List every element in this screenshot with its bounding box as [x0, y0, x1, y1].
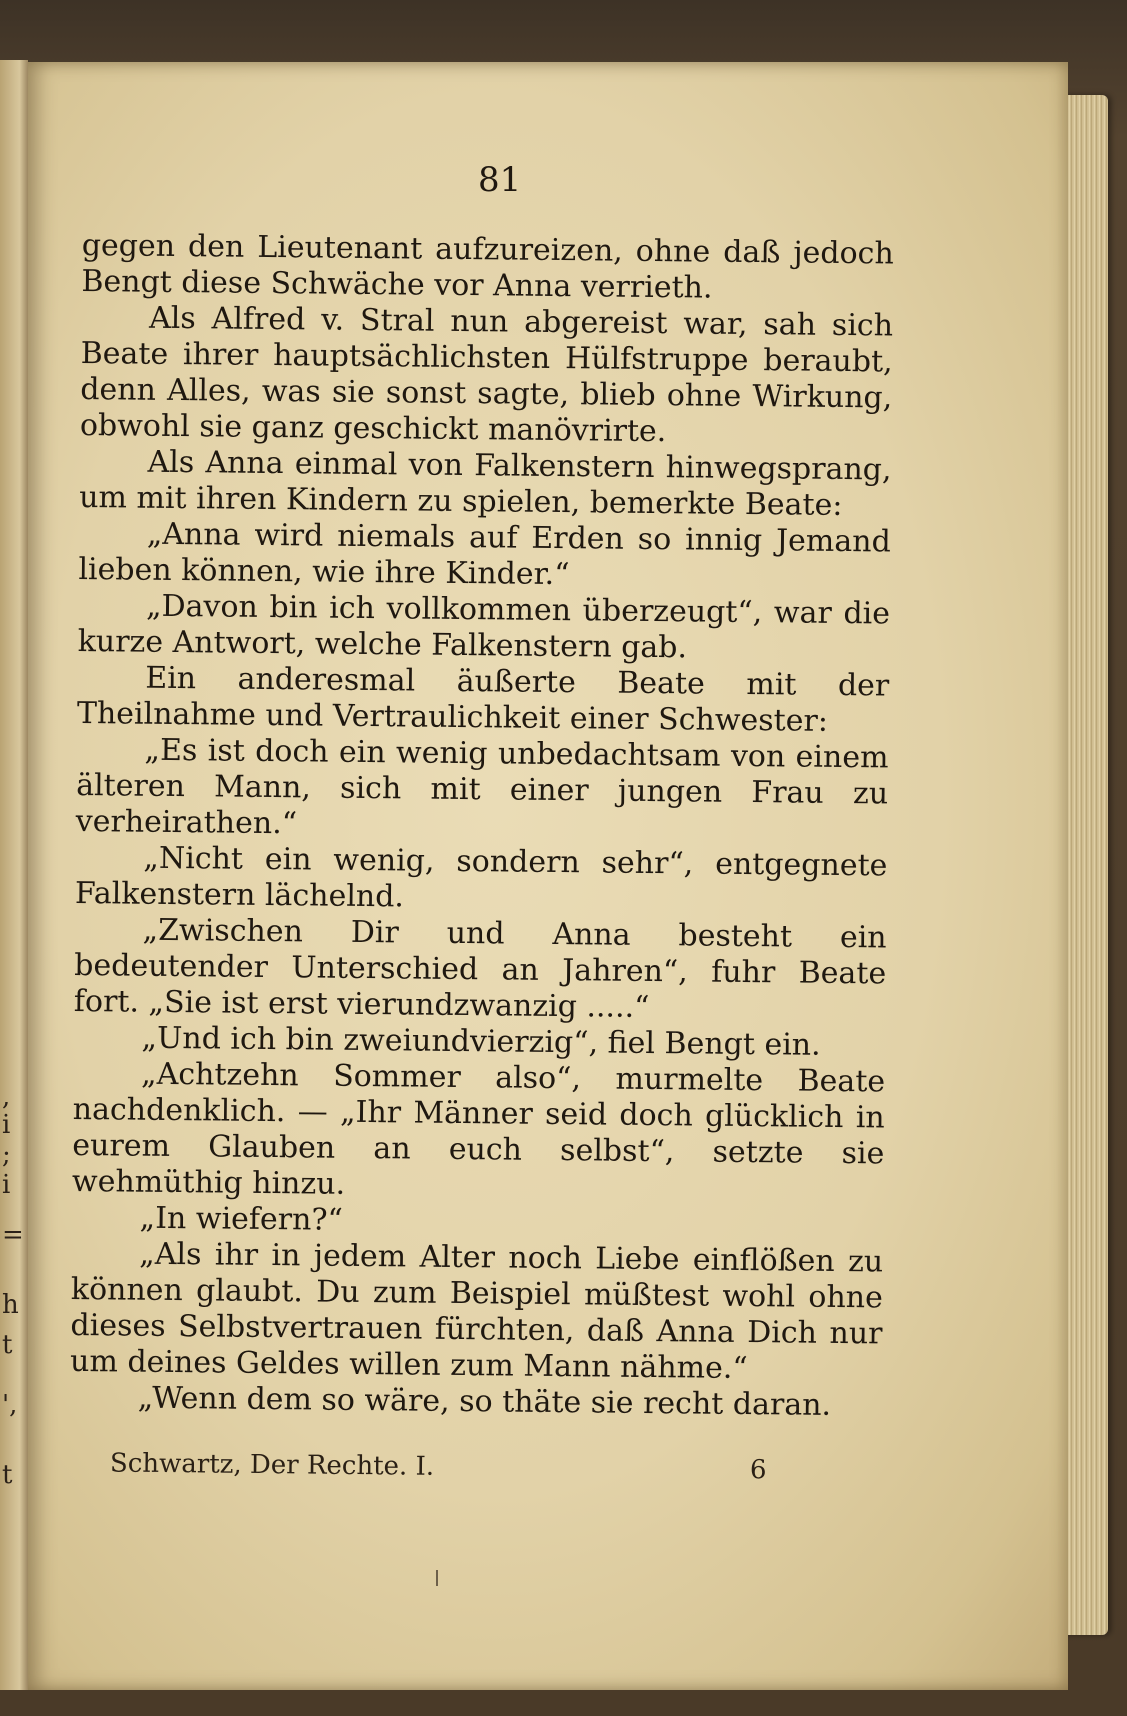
paragraph: „Anna wird niemals auf Erden so innig Jemand lieben können, wie ihre Kinder.“	[78, 516, 891, 593]
paragraph: „Nicht ein wenig, sondern sehr“, entgegnete Falkenstern lächelnd.	[74, 840, 888, 915]
paragraph: „Davon bin ich vollkommen überzeugt“, war die kurze Antwort, welche Falkenstern gab.	[77, 588, 891, 666]
paragraph: „In wiefern?“	[139, 1200, 344, 1238]
margin-fragment: t	[2, 1460, 13, 1490]
margin-fragment: ,	[2, 1082, 11, 1112]
paragraph: „Als ihr in jedem Alter noch Liebe einflößen zu können glaubt. Du zum Beispiel müßtest wohl ohne dieses Selbstvertrauen fürchten, daß Anna Dich nur um deines Geldes willen zum Mann nähme.“	[69, 1236, 884, 1387]
sheet-number: 6	[749, 1455, 767, 1486]
signature-text: Schwartz, Der Rechte. I.	[109, 1448, 435, 1482]
margin-fragment: =	[2, 1220, 24, 1250]
margin-fragment: t	[2, 1330, 13, 1360]
previous-page-edge	[0, 60, 28, 1690]
margin-fragment: i	[2, 1110, 11, 1140]
paragraph: gegen den Lieutenant aufzureizen, ohne daß jedoch Bengt diese Schwäche vor Anna verrieth.	[81, 228, 894, 306]
margin-fragment: ;	[2, 1140, 11, 1170]
page-number: 81	[478, 160, 522, 200]
body-text	[70, 228, 894, 1424]
margin-fragment: i	[2, 1170, 11, 1200]
margin-fragment: ',	[2, 1390, 18, 1420]
paragraph: Als Alfred v. Stral nun abgereist war, sah sich Beate ihrer hauptsächlichsten Hülfstruppe beraubt, denn Alles, was sie sonst sagte, blieb ohne Wirkung, obwohl sie ganz geschickt manövrirte.	[79, 300, 894, 450]
paragraph: „Und ich bin zweiundvierzig“, fiel Bengt ein.	[141, 1020, 821, 1063]
paragraph: „Zwischen Dir und Anna besteht ein bedeutender Unterschied an Jahren“, fuhr Beate fort. „Sie ist erst vierundzwanzig .....“	[73, 912, 887, 1025]
paragraph: „Es ist doch ein wenig unbedachtsam von einem älteren Mann, sich mit einer jungen Frau zu verheirathen.“	[75, 732, 889, 842]
paragraph: Als Anna einmal von Falkenstern hinwegsprang, um mit ihren Kindern zu spielen, bemerkte Beate:	[78, 444, 892, 523]
margin-fragment: h	[2, 1290, 19, 1320]
paragraph: „Achtzehn Sommer also“, murmelte Beate nachdenklich. — „Ihr Männer seid doch glücklich in eurem Glauben an euch selbst“, setzte sie wehmüthig hinzu.	[71, 1056, 886, 1202]
pencil-mark	[436, 1570, 438, 1586]
paragraph: „Wenn dem so wäre, so thäte sie recht daran.	[137, 1380, 832, 1423]
paragraph: Ein anderesmal äußerte Beate mit der Theilnahme und Vertraulichkeit einer Schwester:	[76, 660, 890, 739]
